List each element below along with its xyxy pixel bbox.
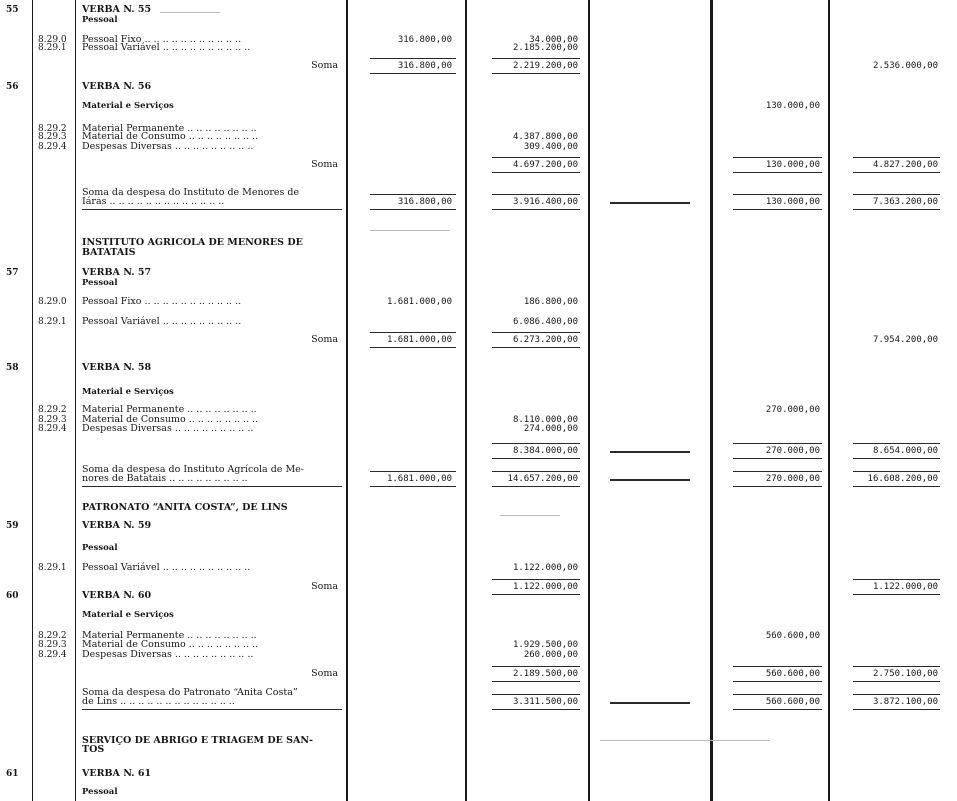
row-description: Material de Consumo .. .. .. .. .. .. .. .. xyxy=(82,414,259,425)
scan-noise xyxy=(500,515,560,516)
row-description: Despesas Diversas .. .. .. .. .. .. .. .. .. xyxy=(82,649,254,660)
sum-rule xyxy=(492,471,580,472)
sum-rule xyxy=(733,694,822,695)
sum-rule xyxy=(733,486,822,487)
amount-c4: 270.000,00 xyxy=(765,474,820,484)
sum-rule xyxy=(853,709,940,710)
sum-rule xyxy=(853,157,940,158)
amount-c2: 3.311.500,00 xyxy=(512,697,578,707)
amount-c5: 1.122.000,00 xyxy=(872,582,938,592)
row-description: Pessoal xyxy=(82,543,118,553)
row-description: Soma da despesa do Patronato “Anita Costa” xyxy=(82,687,298,698)
budget-code: 8.29.3 xyxy=(38,132,67,142)
amount-c2: 2.219.200,00 xyxy=(512,61,578,71)
verba-number: 56 xyxy=(6,82,19,92)
row-description: VERBA N. 61 xyxy=(82,768,152,779)
row-description: VERBA N. 60 xyxy=(82,590,152,601)
row-description: Iáras .. .. .. .. .. .. .. .. .. .. .. .. .. xyxy=(82,196,225,207)
soma-label: Soma xyxy=(311,581,338,592)
sum-rule xyxy=(853,579,940,580)
column-rule-desc-right xyxy=(346,0,348,801)
sum-rule xyxy=(733,209,822,210)
column-rule-code-left xyxy=(32,0,33,801)
row-description: Soma da despesa do Instituto Agrícola de Me- xyxy=(82,464,305,475)
amount-c5: 4.827.200,00 xyxy=(872,160,938,170)
sum-rule xyxy=(492,157,580,158)
sum-rule xyxy=(733,681,822,682)
row-description: Pessoal xyxy=(82,787,118,797)
sum-rule xyxy=(492,58,580,59)
row-description: Material Permanente .. .. .. .. .. .. .. .. xyxy=(82,404,257,415)
row-description: SERVIÇO DE ABRIGO E TRIAGEM DE SAN- xyxy=(82,735,313,746)
row-description: Pessoal Fixo .. .. .. .. .. .. .. .. .. .. .. xyxy=(82,296,242,307)
amount-c2: 6.273.200,00 xyxy=(512,335,578,345)
budget-code: 8.29.0 xyxy=(38,297,67,307)
col3-rule xyxy=(610,202,690,204)
amount-c1: 1.681.000,00 xyxy=(386,335,452,345)
soma-label: Soma xyxy=(311,668,338,679)
sum-rule xyxy=(733,471,822,472)
amount-c1: 1.681.000,00 xyxy=(386,474,452,484)
amount-c2: 186.800,00 xyxy=(523,297,578,307)
sum-rule xyxy=(492,443,580,444)
row-description: Material e Serviços xyxy=(82,101,174,111)
budget-code: 8.29.3 xyxy=(38,640,67,650)
amount-c4: 130.000,00 xyxy=(765,160,820,170)
desc-rule xyxy=(82,209,342,210)
amount-c1: 316.800,00 xyxy=(397,197,452,207)
verba-number: 60 xyxy=(6,591,19,601)
amount-c2: 1.122.000,00 xyxy=(512,582,578,592)
row-description: Material de Consumo .. .. .. .. .. .. .. .. xyxy=(82,131,259,142)
budget-code: 8.29.0 xyxy=(38,35,67,45)
amount-c2: 14.657.200,00 xyxy=(507,474,578,484)
budget-code: 8.29.2 xyxy=(38,124,67,134)
row-description: Material e Serviços xyxy=(82,610,174,620)
sum-rule xyxy=(492,681,580,682)
row-description: INSTITUTO AGRICOLA DE MENORES DE xyxy=(82,237,303,248)
sum-rule xyxy=(370,347,456,348)
budget-code: 8.29.2 xyxy=(38,631,67,641)
row-description: de Lins .. .. .. .. .. .. .. .. .. .. .. .. .. xyxy=(82,696,235,707)
sum-rule xyxy=(853,443,940,444)
col3-rule xyxy=(610,451,690,453)
col3-rule xyxy=(610,702,690,704)
row-description: Material de Consumo .. .. .. .. .. .. .. .. xyxy=(82,639,259,650)
amount-c5: 3.872.100,00 xyxy=(872,697,938,707)
sum-rule xyxy=(492,709,580,710)
amount-c2: 8.384.000,00 xyxy=(512,446,578,456)
column-rule-code-right xyxy=(75,0,76,801)
amount-c2: 34.000,00 xyxy=(529,35,578,45)
desc-rule xyxy=(82,709,342,710)
sum-rule xyxy=(853,194,940,195)
sum-rule xyxy=(492,73,580,74)
budget-code: 8.29.4 xyxy=(38,142,67,152)
sum-rule xyxy=(853,172,940,173)
amount-c2: 6.086.400,00 xyxy=(512,317,578,327)
amount-c4: 560.600,00 xyxy=(765,669,820,679)
row-description: VERBA N. 57 xyxy=(82,267,152,278)
soma-label: Soma xyxy=(311,334,338,345)
budget-code: 8.29.3 xyxy=(38,415,67,425)
sum-rule xyxy=(492,458,580,459)
sum-rule xyxy=(492,209,580,210)
sum-rule xyxy=(853,209,940,210)
amount-c2: 260.000,00 xyxy=(523,650,578,660)
row-description: VERBA N. 56 xyxy=(82,81,152,92)
budget-code: 8.29.1 xyxy=(38,43,67,53)
row-description: Material Permanente .. .. .. .. .. .. .. .. xyxy=(82,123,257,134)
amount-c2: 309.400,00 xyxy=(523,142,578,152)
row-description: nores de Batatais .. .. .. .. .. .. .. .. .. xyxy=(82,473,248,484)
sum-rule xyxy=(733,666,822,667)
verba-number: 55 xyxy=(6,5,19,15)
soma-label: Soma xyxy=(311,60,338,71)
row-description: Despesas Diversas .. .. .. .. .. .. .. .. .. xyxy=(82,423,254,434)
sum-rule xyxy=(492,579,580,580)
amount-c1: 316.800,00 xyxy=(397,35,452,45)
amount-c5: 7.954.200,00 xyxy=(872,335,938,345)
row-description: VERBA N. 55 xyxy=(82,4,152,15)
row-description: Material e Serviços xyxy=(82,387,174,397)
sum-rule xyxy=(853,486,940,487)
verba-number: 61 xyxy=(6,769,19,779)
soma-label: Soma xyxy=(311,159,338,170)
sum-rule xyxy=(733,194,822,195)
sum-rule xyxy=(853,458,940,459)
column-rule-col2-right xyxy=(588,0,590,801)
budget-code: 8.29.4 xyxy=(38,424,67,434)
amount-c2: 2.185.200,00 xyxy=(512,43,578,53)
amount-c4: 560.600,00 xyxy=(765,631,820,641)
sum-rule xyxy=(370,471,456,472)
scan-noise xyxy=(600,740,770,741)
sum-rule xyxy=(370,194,456,195)
sum-rule xyxy=(492,332,580,333)
sum-rule xyxy=(370,58,456,59)
verba-number: 59 xyxy=(6,521,19,531)
sum-rule xyxy=(492,666,580,667)
sum-rule xyxy=(492,594,580,595)
amount-c1: 1.681.000,00 xyxy=(386,297,452,307)
row-description: Despesas Diversas .. .. .. .. .. .. .. .. .. xyxy=(82,141,254,152)
amount-c4: 270.000,00 xyxy=(765,446,820,456)
amount-c4: 130.000,00 xyxy=(765,197,820,207)
sum-rule xyxy=(370,332,456,333)
amount-c4: 130.000,00 xyxy=(765,101,820,111)
amount-c1: 316.800,00 xyxy=(397,61,452,71)
sum-rule xyxy=(370,209,456,210)
sum-rule xyxy=(853,594,940,595)
amount-c5: 16.608.200,00 xyxy=(867,474,938,484)
budget-code: 8.29.2 xyxy=(38,405,67,415)
sum-rule xyxy=(492,347,580,348)
sum-rule xyxy=(370,486,456,487)
amount-c5: 2.536.000,00 xyxy=(872,61,938,71)
amount-c2: 4.697.200,00 xyxy=(512,160,578,170)
amount-c5: 2.750.100,00 xyxy=(872,669,938,679)
amount-c2: 4.387.800,00 xyxy=(512,132,578,142)
sum-rule xyxy=(733,157,822,158)
sum-rule xyxy=(733,443,822,444)
desc-rule xyxy=(82,486,342,487)
sum-rule xyxy=(733,172,822,173)
budget-code: 8.29.1 xyxy=(38,317,67,327)
row-description: Pessoal xyxy=(82,15,118,25)
row-description: Pessoal Variável .. .. .. .. .. .. .. .. .. .. xyxy=(82,42,251,53)
row-description: Pessoal Fixo .. .. .. .. .. .. .. .. .. .. .. xyxy=(82,34,242,45)
amount-c2: 1.929.500,00 xyxy=(512,640,578,650)
amount-c4: 560.600,00 xyxy=(765,697,820,707)
amount-c4: 270.000,00 xyxy=(765,405,820,415)
sum-rule xyxy=(853,694,940,695)
amount-c5: 8.654.000,00 xyxy=(872,446,938,456)
budget-code: 8.29.4 xyxy=(38,650,67,660)
row-description: VERBA N. 58 xyxy=(82,362,152,373)
sum-rule xyxy=(733,458,822,459)
sum-rule xyxy=(853,471,940,472)
scan-noise xyxy=(370,230,450,231)
row-description: PATRONATO “ANITA COSTA”, DE LINS xyxy=(82,502,288,513)
sum-rule xyxy=(492,486,580,487)
amount-c2: 1.122.000,00 xyxy=(512,563,578,573)
sum-rule xyxy=(492,172,580,173)
row-description: VERBA N. 59 xyxy=(82,520,152,531)
column-rule-col3-right xyxy=(710,0,713,801)
row-description: Pessoal xyxy=(82,278,118,288)
row-description: Pessoal Variável .. .. .. .. .. .. .. .. .. xyxy=(82,316,242,327)
amount-c2: 8.110.000,00 xyxy=(512,415,578,425)
column-rule-col1-right xyxy=(465,0,467,801)
row-description: BATATAIS xyxy=(82,247,136,258)
sum-rule xyxy=(853,681,940,682)
col3-rule xyxy=(610,479,690,481)
column-rule-col4-right xyxy=(828,0,830,801)
sum-rule xyxy=(733,709,822,710)
sum-rule xyxy=(492,694,580,695)
budget-code: 8.29.1 xyxy=(38,563,67,573)
sum-rule xyxy=(370,73,456,74)
row-description: TOS xyxy=(82,744,105,755)
amount-c2: 3.916.400,00 xyxy=(512,197,578,207)
verba-number: 58 xyxy=(6,363,19,373)
row-description: Material Permanente .. .. .. .. .. .. .. .. xyxy=(82,630,257,641)
amount-c2: 2.189.500,00 xyxy=(512,669,578,679)
amount-c2: 274.000,00 xyxy=(523,424,578,434)
verba-number: 57 xyxy=(6,268,19,278)
row-description: Soma da despesa do Instituto de Menores de xyxy=(82,187,300,198)
amount-c5: 7.363.200,00 xyxy=(872,197,938,207)
row-description: Pessoal Variável .. .. .. .. .. .. .. .. .. .. xyxy=(82,562,251,573)
sum-rule xyxy=(853,666,940,667)
sum-rule xyxy=(492,194,580,195)
